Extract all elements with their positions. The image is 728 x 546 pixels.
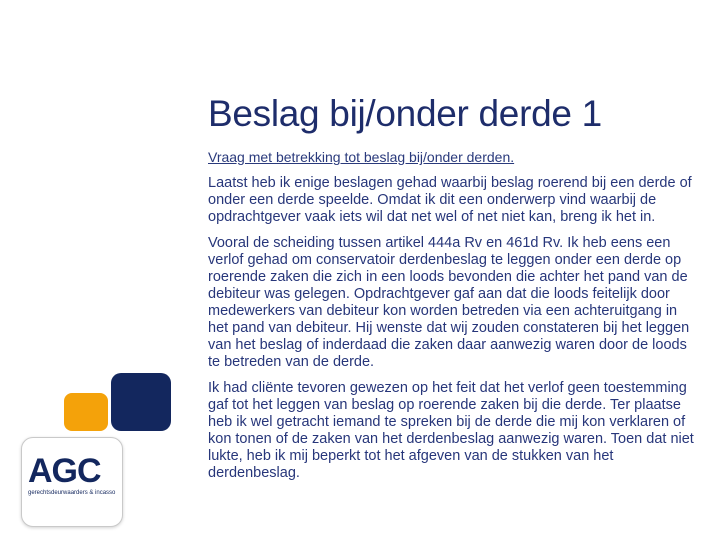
agc-logo (21, 437, 123, 527)
slide-content (208, 92, 700, 482)
logo-area (0, 0, 200, 546)
paragraph-3: Ik had cliënte tevoren gewezen op het feit dat het verlof geen toestemming gaf tot het leggen van beslag op roerende zaken bij die derde. Ter plaatse heb ik wel getracht iemand te spreken bij de derde die mij kon verklaren of kon tonen of de zaken van het derdenbeslag aanwezig waren. Toen dat niet lukte, heb ik mij beperkt tot het afgeven van de stukken van het derdenbeslag. (208, 380, 694, 481)
paragraph-1: Laatst heb ik enige beslagen gehad waarbij beslag roerend bij een derde of onder een derde speelde. Omdat ik dit een onderwerp vind waarbij de opdrachtgever vaak iets wil dat net wel of net niet kan, breng ik het in. (208, 175, 692, 225)
paragraph-2: Vooral de scheiding tussen artikel 444a Rv en 461d Rv. Ik heb eens een verlof gehad om conservatoir derdenbeslag te leggen onder een derde op roerende zaken die zich in een loods bevonden die achter het pand van de debiteur was gelegen. Opdrachtgever gaf aan dat die loods feitelijk door medewerkers van debiteur kon worden betreden via een achteruitgang in het pand van debiteur. Hij wenste dat wij zouden constateren bij het leggen van het beslag of inderdaad die zaken daar aanwezig waren door de loods te betreden van de derde. (208, 235, 690, 370)
logo-subtext: gerechtsdeurwaarders & incasso (28, 490, 116, 496)
logo-wordmark: AGC (28, 452, 101, 490)
slide-title: Beslag bij/onder derde 1 (208, 93, 602, 134)
slide-subtitle: Vraag met betrekking tot beslag bij/onder derden. (208, 149, 515, 165)
navy-square-decoration (111, 373, 171, 431)
orange-square-decoration (64, 393, 108, 431)
